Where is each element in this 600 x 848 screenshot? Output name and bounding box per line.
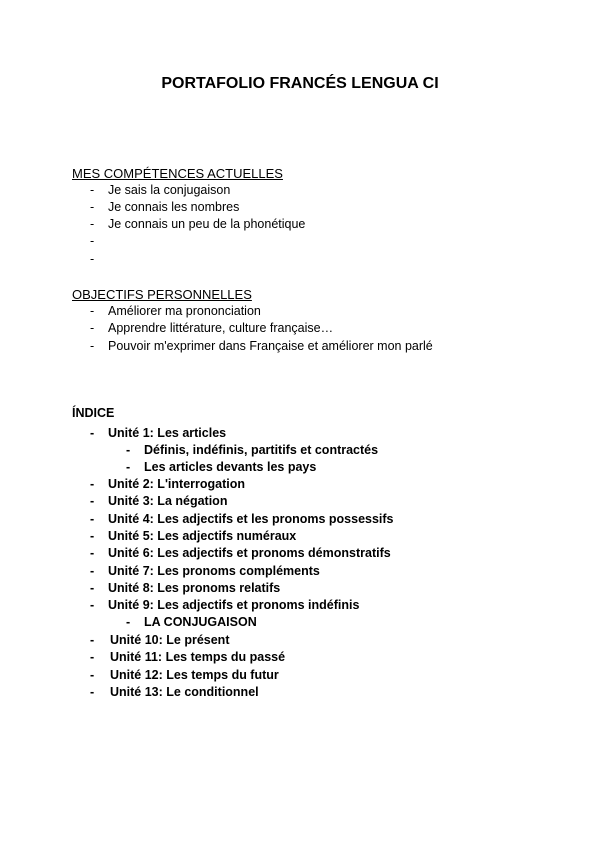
dash: - xyxy=(126,460,131,474)
competence-text: Je connais un peu de la phonétique xyxy=(108,217,306,231)
dash: - xyxy=(90,650,95,664)
dash: - xyxy=(90,529,95,543)
dash: - xyxy=(90,200,95,214)
subunit-text: Définis, indéfinis, partitifs et contractés xyxy=(144,443,379,457)
dash: - xyxy=(90,183,95,197)
objectif-text: Apprendre littérature, culture française… xyxy=(108,321,334,335)
dash: - xyxy=(90,598,95,612)
dash: - xyxy=(90,564,95,578)
objectifs-heading: OBJECTIFS PERSONNELLES xyxy=(72,287,252,302)
dash: - xyxy=(90,252,95,266)
unit-text: Unité 3: La négation xyxy=(108,494,228,508)
unit-text: Unité 8: Les pronoms relatifs xyxy=(108,581,281,595)
indice-heading: ÍNDICE xyxy=(72,406,115,420)
dash: - xyxy=(90,217,95,231)
dash: - xyxy=(90,304,95,318)
unit-text: Unité 4: Les adjectifs et les pronoms possessifs xyxy=(108,512,394,526)
dash: - xyxy=(90,339,95,353)
dash: - xyxy=(126,615,131,629)
dash: - xyxy=(90,581,95,595)
unit-text: Unité 6: Les adjectifs et pronoms démonstratifs xyxy=(108,546,391,560)
unit-text: Unité 2: L'interrogation xyxy=(108,477,245,491)
unit-text: Unité 12: Les temps du futur xyxy=(110,668,279,682)
objectif-text: Pouvoir m'exprimer dans Française et améliorer mon parlé xyxy=(108,339,433,353)
competences-heading: MES COMPÉTENCES ACTUELLES xyxy=(72,166,283,181)
dash: - xyxy=(90,494,95,508)
unit-text: Unité 1: Les articles xyxy=(108,426,227,440)
dash: - xyxy=(90,512,95,526)
unit-text: Unité 7: Les pronoms compléments xyxy=(108,564,320,578)
dash: - xyxy=(90,234,95,248)
document-title: PORTAFOLIO FRANCÉS LENGUA CI xyxy=(161,75,439,92)
unit-text: Unité 13: Le conditionnel xyxy=(110,685,259,699)
competence-text: Je connais les nombres xyxy=(108,200,240,214)
unit-text: Unité 5: Les adjectifs numéraux xyxy=(108,529,297,543)
dash: - xyxy=(126,443,131,457)
dash: - xyxy=(90,426,95,440)
section-text: LA CONJUGAISON xyxy=(144,615,257,629)
unit-text: Unité 11: Les temps du passé xyxy=(110,650,286,664)
competence-text: Je sais la conjugaison xyxy=(108,183,231,197)
dash: - xyxy=(90,633,95,647)
dash: - xyxy=(90,321,95,335)
unit-text: Unité 10: Le présent xyxy=(110,633,230,647)
unit-text: Unité 9: Les adjectifs et pronoms indéfinis xyxy=(108,598,360,612)
dash: - xyxy=(90,477,95,491)
dash: - xyxy=(90,546,95,560)
dash: - xyxy=(90,668,95,682)
subunit-text: Les articles devants les pays xyxy=(144,460,317,474)
dash: - xyxy=(90,685,95,699)
objectif-text: Améliorer ma prononciation xyxy=(108,304,261,318)
